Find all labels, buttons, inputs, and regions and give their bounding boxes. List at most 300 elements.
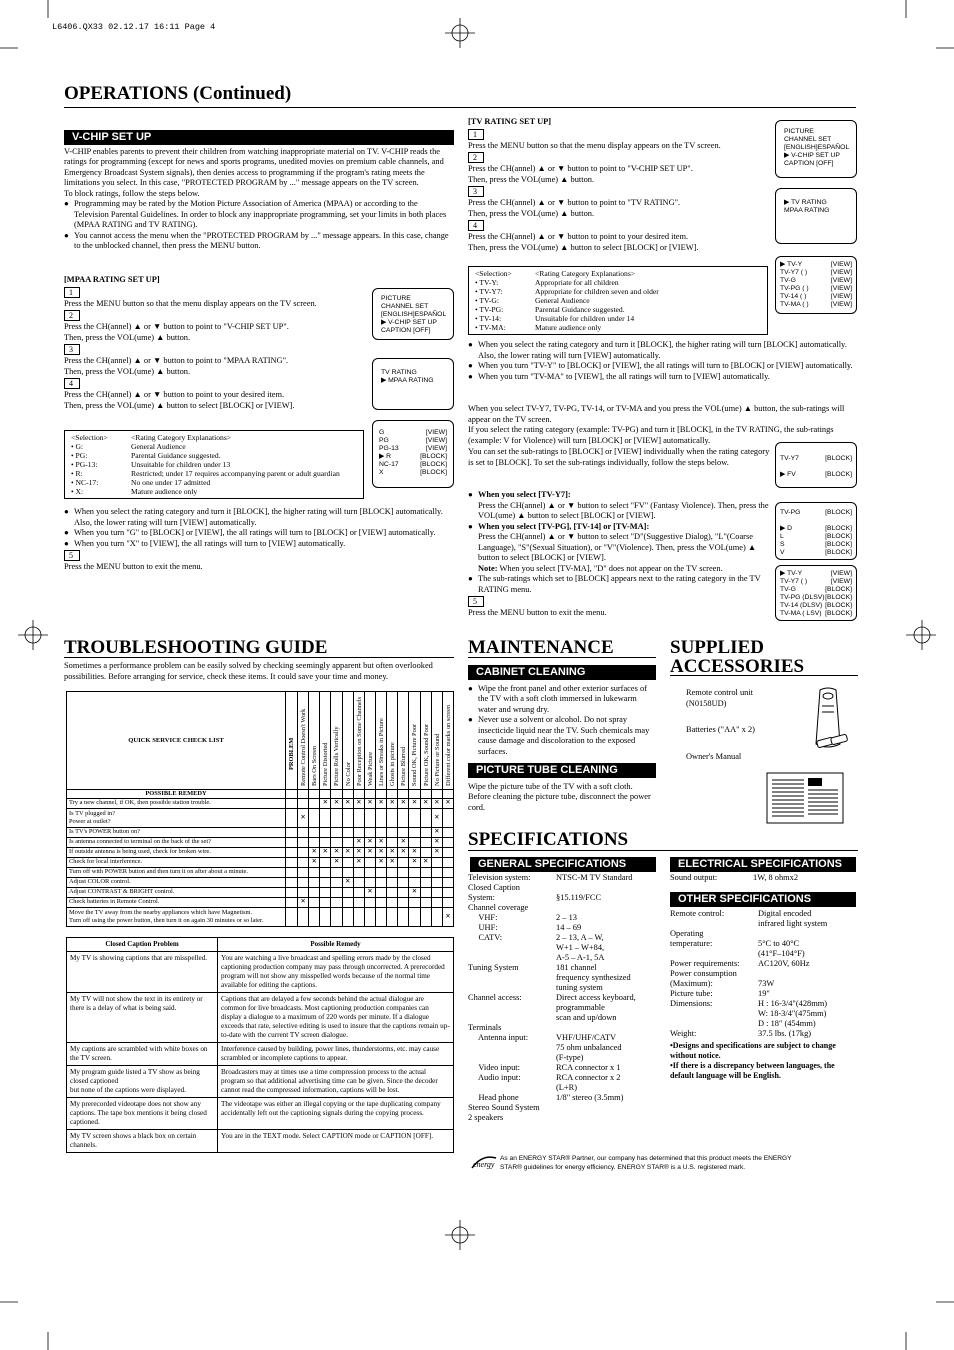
remedy-text: Check for local interference. [67, 857, 286, 867]
step-number: 3 [64, 344, 80, 355]
caption-problem: My TV will not show the text in its entirety or there is a delay of what is being said. [67, 993, 218, 1043]
menu-label: ▶ TV-Y [780, 261, 803, 268]
menu-label: S [780, 541, 785, 548]
mpaa-notes [64, 507, 456, 573]
grid-cell [375, 827, 386, 837]
problem-name: Picture OK, Sound Poor [422, 723, 430, 786]
table-header: Possible Remedy [218, 938, 454, 952]
check-mark: ✕ [298, 897, 309, 907]
check-mark: ✕ [409, 798, 420, 808]
grid-cell [342, 867, 353, 877]
spec-notes [670, 1041, 860, 1081]
grid-cell [398, 897, 409, 907]
menu-value: [BLOCK] [825, 471, 852, 478]
spec-label: Video input: [468, 1063, 520, 1072]
check-mark: ✕ [431, 798, 442, 808]
spec-row [670, 929, 858, 959]
grid-cell [331, 827, 342, 837]
grid-cell [442, 847, 453, 857]
menu-row [780, 277, 852, 285]
check-mark: ✕ [409, 887, 420, 897]
menu-item: MPAA RATING [784, 207, 830, 214]
check-mark: ✕ [364, 798, 375, 808]
check-mark: ✕ [320, 847, 331, 857]
grid-cell [320, 877, 331, 887]
check-mark: ✕ [375, 857, 386, 867]
menu-label: TV-Y7 [780, 455, 799, 462]
energy-star-text: As an ENERGY STAR® Partner, our company has determined that this product meets the ENERGY STAR® guidelines for energy efficiency. ENERGY STAR® is a U.S. registered mark. [500, 1155, 792, 1171]
menu-label: PG [379, 437, 389, 444]
caption-problem: My TV is showing captions that are misspelled. [67, 952, 218, 993]
menu-item: ▶ MPAA RATING [381, 377, 434, 384]
table-row [473, 323, 763, 332]
other-spec-list [670, 909, 858, 1039]
note: •Designs and specifications are subject to change without notice. [670, 1041, 836, 1060]
grid-cell [309, 808, 320, 827]
rating-code: • TV-PG: [475, 305, 504, 314]
grid-cell [387, 877, 398, 887]
problem-column [364, 692, 375, 790]
grid-cell [331, 867, 342, 877]
spec-row [468, 1063, 663, 1073]
electrical-spec-list [670, 873, 858, 883]
rating-code: • X: [71, 487, 84, 496]
note-bullet: ● When you turn "X" to [VIEW], the all ratings will turn to [VIEW] automatically. [64, 539, 456, 550]
table-row [67, 808, 454, 827]
check-mark: ✕ [353, 798, 364, 808]
grid-cell [309, 907, 320, 926]
grid-cell [387, 837, 398, 847]
note-bullet: ● When you select the rating category and turn it [BLOCK], the higher rating will turn [BLOCK] automatically. Also, the lower rating will turn [VIEW] automatically. [64, 507, 456, 528]
title-rule [468, 850, 858, 851]
check-mark: ✕ [431, 837, 442, 847]
spec-row [468, 1093, 663, 1103]
menu-value: [VIEW] [830, 277, 852, 284]
table-header: Closed Caption Problem [67, 938, 218, 952]
grid-cell [387, 887, 398, 897]
problem-column [398, 692, 409, 790]
check-mark: ✕ [409, 857, 420, 867]
paragraph: When you select TV-Y7, TV-PG, TV-14, or TV-MA and you press the VOL(ume) ▲ button, the sub-ratings will appear on the TV screen. [468, 404, 845, 424]
check-mark: ✕ [398, 798, 409, 808]
spec-label: Channel coverage [468, 903, 529, 912]
spec-row [468, 903, 663, 913]
menu-value: [VIEW] [830, 293, 852, 300]
step-text: Press the CH(annel) ▲ or ▼ button to point to your desired item. [64, 390, 285, 399]
grid-cell [375, 867, 386, 877]
spec-row [670, 999, 858, 1029]
menu-label: TV-G [780, 586, 796, 593]
general-spec-list [468, 873, 663, 1123]
step-text: Press the MENU button so that the menu display appears on the TV screen. [468, 140, 721, 150]
menu-label: V [780, 549, 785, 556]
table-row [69, 460, 359, 469]
spec-label: Antenna input: [468, 1033, 529, 1042]
menu-label: NC-17 [379, 461, 399, 468]
step-text: Press the MENU button so that the menu display appears on the TV screen. [64, 298, 317, 308]
grid-cell [409, 790, 420, 799]
step-number: 2 [64, 310, 80, 321]
menu-label: TV-Y7 ( ) [780, 269, 808, 276]
menu-row [780, 570, 852, 578]
step-number: 5 [468, 596, 484, 607]
menu-value: [BLOCK] [825, 541, 852, 548]
spec-row [468, 913, 663, 923]
menu-value: [VIEW] [830, 285, 852, 292]
spec-row [468, 883, 663, 903]
menu-label: TV-PG [780, 509, 801, 516]
problem-header [286, 692, 298, 790]
grid-cell [286, 798, 298, 808]
spec-label: Operating temperature: [670, 929, 713, 948]
vchip-bullet: ● You cannot access the menu when the "PROTECTED PROGRAM by ..." message appears. In this case, change to the unblocked channel, then press the MENU button. [64, 231, 454, 252]
sub-rating-text-2 [468, 447, 773, 468]
vchip-follow: To block ratings, follow the steps below. [64, 188, 200, 198]
menu-row [780, 517, 852, 525]
check-mark: ✕ [364, 887, 375, 897]
problem-name: Weak Picture [366, 751, 374, 786]
grid-cell [320, 907, 331, 926]
grid-cell [286, 808, 298, 827]
step-text: Press the CH(annel) ▲ or ▼ button to select "FV" (Fantasy Violence). Then, press the VOL(ume) ▲ button to select [BLOCK] or [VIEW]. [478, 500, 769, 520]
spec-row [468, 923, 663, 933]
table-row [67, 877, 454, 887]
general-spec-heading: GENERAL SPECIFICATIONS [470, 857, 656, 872]
step-text: Then, press the VOL(ume) ▲ button. [64, 366, 191, 376]
spec-value: 5°C to 40°C (41°F–104°F) [758, 939, 805, 958]
vchip-section [64, 130, 454, 252]
maintenance-title: MAINTENANCE [468, 637, 614, 658]
owners-manual-icon [766, 772, 844, 824]
problem-name: Lines or Streaks in Picture [377, 717, 385, 786]
check-mark: ✕ [353, 847, 364, 857]
table-row [67, 952, 454, 993]
menu-value: [BLOCK] [825, 549, 852, 556]
spec-value [556, 1023, 663, 1033]
grid-cell [298, 877, 309, 887]
menu-row [780, 602, 852, 610]
grid-cell [431, 867, 442, 877]
menu-row [379, 445, 447, 453]
grid-cell [342, 897, 353, 907]
title-rule [468, 657, 656, 658]
check-mark: ✕ [387, 857, 398, 867]
grid-cell [331, 877, 342, 887]
check-mark: ✕ [409, 847, 420, 857]
check-mark: ✕ [387, 798, 398, 808]
grid-cell [398, 827, 409, 837]
menu-row [780, 509, 852, 517]
grid-cell [420, 887, 431, 897]
grid-cell [442, 827, 453, 837]
sub-rating-text [468, 404, 858, 446]
grid-cell [375, 877, 386, 887]
grid-cell [442, 857, 453, 867]
print-header: L6406.QX33 02.12.17 16:11 Page 4 [52, 22, 216, 32]
grid-cell [353, 877, 364, 887]
grid-cell [442, 790, 453, 799]
page-title: OPERATIONS (Continued) [64, 83, 292, 104]
accessories-title: SUPPLIED ACCESSORIES [670, 637, 805, 677]
table-row [67, 857, 454, 867]
spec-label: UHF: [468, 923, 498, 932]
step-text: Press the CH(annel) ▲ or ▼ button to point to "V-CHIP SET UP". [468, 164, 693, 173]
menu-label: X [379, 469, 384, 476]
grid-cell [286, 867, 298, 877]
spec-label: Remote control: [670, 909, 725, 918]
menu-row [379, 429, 447, 437]
problem-name: Poor Reception on Some Channels [355, 696, 363, 786]
screen-vchip [372, 358, 454, 410]
spec-value: VHF/UHF/CATV 75 ohm unbalanced (F-type) [556, 1033, 622, 1062]
grid-cell [286, 837, 298, 847]
spec-label: Terminals [468, 1023, 502, 1032]
step-text: Press the CH(annel) ▲ or ▼ button to select "D"(Suggestive Dialog), "L"(Coarse Language), "S"(Sexual Situation), or "V"(Violence). Then, press the VOL(ume) ▲ button to select [BLOCK] or [VIEW]. [478, 532, 757, 562]
check-mark: ✕ [342, 798, 353, 808]
grid-cell [298, 857, 309, 867]
grid-cell [353, 897, 364, 907]
grid-cell [331, 790, 342, 799]
rating-explanation: Appropriate for children seven and older [535, 287, 659, 296]
grid-cell [309, 867, 320, 877]
grid-cell [320, 827, 331, 837]
energy-star-logo [470, 1152, 498, 1172]
step-text: Then, press the VOL(ume) ▲ button. [468, 208, 595, 218]
sub-rating-steps [468, 490, 773, 619]
spec-row [670, 909, 858, 929]
grid-cell [409, 837, 420, 847]
step-text: Then, press the VOL(ume) ▲ button to select [BLOCK] or [VIEW]. [64, 400, 295, 410]
title-rule [64, 657, 454, 658]
spec-label: Power requirements: [670, 959, 740, 968]
problem-label: PROBLEM [288, 737, 295, 770]
note-bullet: ● When you turn "TV-Y" to [BLOCK] or [VIEW], the all ratings will turn to [BLOCK] or [VIEW] automatically. [468, 361, 858, 372]
menu-label: TV-PG ( ) [780, 285, 809, 292]
grid-cell [442, 867, 453, 877]
note-text: When you select [TV-MA], "D" does not appear on the TV screen. [497, 563, 723, 573]
check-mark: ✕ [420, 857, 431, 867]
table-row [67, 837, 454, 847]
grid-cell [309, 877, 320, 887]
menu-row [379, 437, 447, 445]
table-row [67, 827, 454, 837]
step-text: Press the MENU button to exit the menu. [468, 608, 607, 617]
problem-column [387, 692, 398, 790]
rating-code: • TV-Y: [475, 278, 499, 287]
tv-rating-steps [468, 117, 773, 253]
grid-cell [364, 790, 375, 799]
spec-row [670, 989, 858, 999]
caption-remedy: You are watching a live broadcast and spelling errors made by the closed captioning production company may pass through uncorrected. A prerecorded program will not show any misspelled words because of the normal time available for editing the captions. [218, 952, 454, 993]
check-mark: ✕ [375, 847, 386, 857]
menu-value: [BLOCK] [825, 594, 852, 601]
table-row [69, 451, 359, 460]
spec-value: 37.5 lbs. (17kg) [758, 1029, 812, 1038]
mpaa-rating-table [64, 430, 364, 499]
step-text: Then, press the VOL(ume) ▲ button to select [BLOCK] or [VIEW]. [468, 242, 699, 252]
problem-column [331, 692, 342, 790]
remote-label: Remote control unit (N0158UD) [686, 688, 753, 708]
caption-remedy: The videotape was either an illegal copying or the tape duplicating company accidentally left out the captioning signals during the copying process. [218, 1098, 454, 1130]
grid-cell [298, 907, 309, 926]
grid-cell [298, 887, 309, 897]
caption-remedy: Captions that are delayed a few seconds behind the actual dialogue are common for live broadcasts. Most captioning production companies can display a dialogue to a maximum of 220 words per minute. If a dialogue exceeds that rate, selective editing is used to insure that the captions remain up-to-date with the current TV screen dialogue. [218, 993, 454, 1043]
grid-cell [353, 887, 364, 897]
grid-cell [298, 790, 309, 799]
grid-cell [375, 808, 386, 827]
grid-cell [420, 877, 431, 887]
grid-cell [375, 897, 386, 907]
menu-label: TV-14 (DLSV) [780, 602, 823, 609]
step-number: 1 [64, 287, 80, 298]
sub-heading: ● When you select [TV-Y7]: [468, 490, 773, 501]
grid-cell [286, 907, 298, 926]
caption-problem: My program guide listed a TV show as being closed captioned but none of the captions were displayed. [67, 1066, 218, 1098]
table-row [69, 487, 359, 496]
vchip-heading: V-CHIP SET UP [64, 130, 454, 145]
grid-cell [398, 808, 409, 827]
maintenance-section [468, 665, 656, 813]
grid-cell [353, 867, 364, 877]
grid-cell [442, 837, 453, 847]
spec-value: 73W [758, 979, 775, 988]
grid-cell [320, 857, 331, 867]
tv-rating-table [468, 266, 768, 335]
check-mark: ✕ [387, 847, 398, 857]
menu-row [780, 301, 852, 309]
step-number: 4 [468, 220, 484, 231]
spec-value: 1W, 8 ohmx2 [753, 873, 799, 882]
menu-row [379, 453, 447, 461]
check-mark: ✕ [353, 857, 364, 867]
rating-explanation: Mature audience only [131, 487, 198, 496]
closed-caption-table [66, 937, 454, 1153]
spec-row [468, 1073, 663, 1093]
grid-cell [387, 808, 398, 827]
rating-code: • TV-14: [475, 314, 502, 323]
problem-column [375, 692, 386, 790]
grid-cell [409, 827, 420, 837]
problem-column [420, 692, 431, 790]
caption-problem: My TV screen shows a black box on certain channels. [67, 1130, 218, 1153]
cabinet-cleaning-heading: CABINET CLEANING [468, 665, 656, 680]
menu-item: TV RATING [381, 369, 417, 376]
check-list-title: QUICK SERVICE CHECK LIST [67, 692, 286, 790]
grid-cell [409, 907, 420, 926]
problem-name: Picture Distorted [322, 742, 330, 786]
menu-row [780, 610, 852, 618]
check-mark: ✕ [431, 847, 442, 857]
spec-value: 14 – 69 [556, 923, 582, 932]
problem-column [309, 692, 320, 790]
note-bullet: ● When you turn "G" to [BLOCK] or [VIEW], the all ratings will turn to [BLOCK] or [VIEW] automatically. [64, 528, 456, 539]
menu-item: CAPTION [OFF] [381, 327, 431, 334]
grid-cell [286, 827, 298, 837]
spec-row [468, 873, 663, 883]
vchip-bullet: ● Programming may be rated by the Motion Picture Association of America (MPAA) or according to the Television Parental Guidelines. In order to block any inappropriate programming, set your limits in both places (MPAA RATING and TV RATING). [64, 199, 454, 231]
table-header: <Rating Category Explanations> [535, 269, 636, 278]
tv-rating-heading: [TV RATING SET UP] [468, 117, 552, 126]
table-row [67, 907, 454, 926]
spec-row [670, 1029, 858, 1039]
table-row [67, 887, 454, 897]
menu-value: [BLOCK] [825, 455, 852, 462]
grid-cell [387, 907, 398, 926]
step-number: 4 [64, 378, 80, 389]
check-mark: ✕ [342, 877, 353, 887]
table-header: <Rating Category Explanations> [131, 433, 232, 442]
spec-label: Weight: [670, 1029, 697, 1038]
spec-label: Television system: [468, 873, 531, 882]
possible-remedy-header: POSSIBLE REMEDY [67, 790, 286, 799]
menu-value: [VIEW] [830, 570, 852, 577]
menu-row [780, 578, 852, 586]
grid-cell [342, 857, 353, 867]
screen-tv-final [775, 565, 857, 621]
spec-label: Power consumption (Maximum): [670, 969, 737, 988]
menu-item: CHANNEL SET [381, 303, 429, 310]
menu-value: [VIEW] [425, 445, 447, 452]
problem-column [442, 692, 453, 790]
problem-column [409, 692, 420, 790]
spec-value: 2 – 13 [556, 913, 577, 922]
grid-cell [353, 808, 364, 827]
menu-item: ▶ TV RATING [784, 199, 827, 206]
grid-cell [364, 907, 375, 926]
tv-rating-notes [468, 340, 858, 382]
check-mark: ✕ [442, 798, 453, 808]
grid-cell [353, 907, 364, 926]
spec-value [556, 903, 663, 913]
caption-remedy: You are in the TEXT mode. Select CAPTION mode or CAPTION [OFF]. [218, 1130, 454, 1153]
grid-cell [342, 837, 353, 847]
check-mark: ✕ [398, 837, 409, 847]
menu-row [780, 549, 852, 557]
menu-label: ▶ R [379, 453, 392, 460]
check-mark: ✕ [353, 837, 364, 847]
table-row [473, 287, 763, 296]
step-text: Then, press the VOL(ume) ▲ button. [64, 332, 191, 342]
vchip-intro: V-CHIP enables parents to prevent their children from watching inappropriate material on TV. V-CHIP reads the ratings for programming (except for news and sports programs, unedited movies on premium cable channels, and Emergency Broadcast System signals), then denies access to programming if the program's rating meets the limitations you select. In this case, "PROTECTED PROGRAM by ..." message appears on the TV screen. [64, 146, 444, 188]
grid-cell [375, 887, 386, 897]
menu-value: [VIEW] [830, 578, 852, 585]
grid-cell [387, 867, 398, 877]
quick-service-check-list [66, 691, 454, 927]
check-mark: ✕ [331, 857, 342, 867]
grid-cell [364, 827, 375, 837]
screen-tv-y7 [775, 442, 857, 488]
grid-cell [420, 790, 431, 799]
spec-row [670, 969, 858, 989]
rating-code: • TV-MA: [475, 323, 506, 332]
remedy-text: Turn off with POWER button and then turn it on after about a minute. [67, 867, 286, 877]
spec-value: 181 channel frequency synthesized tuning system [556, 963, 631, 992]
remedy-text: Try a new channel, if OK, then possible station trouble. [67, 798, 286, 808]
step-text: Press the CH(annel) ▲ or ▼ button to point to "TV RATING". [468, 198, 681, 207]
menu-value: [VIEW] [425, 437, 447, 444]
spec-value: Direct access keyboard, programmable scan and up/down [556, 993, 636, 1022]
grid-cell [298, 837, 309, 847]
screen-vchip [775, 188, 857, 244]
grid-cell [286, 887, 298, 897]
check-mark: ✕ [342, 847, 353, 857]
grid-cell [331, 897, 342, 907]
table-row [67, 993, 454, 1043]
table-header: <Selection> [475, 269, 512, 278]
remedy-text: Check batteries in Remote Control. [67, 897, 286, 907]
table-row [67, 798, 454, 808]
problem-column [320, 692, 331, 790]
